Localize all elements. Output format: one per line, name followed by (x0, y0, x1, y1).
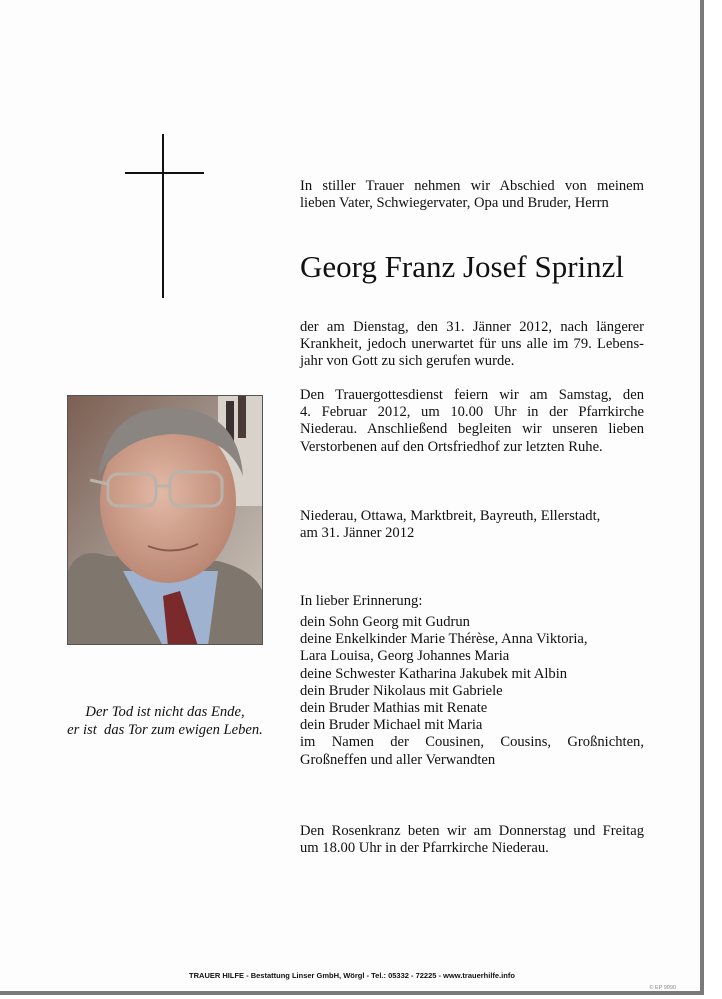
family-line: deine Enkelkinder Marie Thérèse, Anna Viktoria, (300, 631, 588, 648)
family-line: Lara Louisa, Georg Johannes Maria (300, 648, 510, 665)
family-line: Großneffen und aller Verwandten (300, 751, 496, 768)
place-date (300, 508, 620, 542)
quote-line: er ist das Tor zum ewigen Leben. (67, 721, 263, 738)
rosary-line: um 18.00 Uhr in der Pfarrkirche Niederau. (300, 840, 549, 857)
date-line: am 31. Jänner 2012 (300, 525, 415, 542)
footer-imprint: TRAUER HILFE - Bestattung Linser GmbH, Wörgl - Tel.: 05332 - 72225 - www.trauerhilfe.info (189, 971, 515, 980)
memorial-quote (45, 704, 285, 739)
rosary-line: Den Rosenkranz beten wir am Donnerstag und Freitag (300, 823, 644, 839)
rosary-info (300, 823, 644, 857)
service-line: Den Trauergottesdienst feiern wir am Samstag, den (300, 387, 644, 403)
death-notice (300, 319, 644, 371)
death-notice-line: der am Dienstag, den 31. Jänner 2012, nach längerer (300, 319, 644, 335)
memory-heading: In lieber Erinnerung: (300, 593, 423, 609)
family-line: dein Bruder Michael mit Maria (300, 717, 483, 734)
deceased-name: Georg Franz Josef Sprinzl (300, 249, 625, 284)
service-line: 4. Februar 2012, um 10.00 Uhr in der Pfarrkirche (300, 404, 644, 421)
intro-line: In stiller Trauer nehmen wir Abschied von meinem (300, 178, 644, 194)
family-line: dein Bruder Nikolaus mit Gabriele (300, 682, 503, 699)
portrait-photo (67, 395, 263, 645)
service-info (300, 387, 644, 456)
service-line: Niederau. Anschließend begleiten wir unseren lieben (300, 421, 644, 438)
print-code: © EP 9090 (649, 985, 676, 991)
death-notice-line: jahr von Gott zu sich gerufen wurde. (300, 353, 515, 370)
family-list (300, 614, 644, 769)
family-line: deine Schwester Katharina Jakubek mit Albin (300, 665, 568, 682)
intro-text (300, 178, 644, 212)
place-line: Niederau, Ottawa, Marktbreit, Bayreuth, Ellerstadt, (300, 508, 601, 524)
intro-line: lieben Vater, Schwiegervater, Opa und Bruder, Herrn (300, 195, 609, 212)
family-line: dein Sohn Georg mit Gudrun (300, 614, 470, 630)
family-line: im Namen der Cousinen, Cousins, Großnichten, (300, 734, 644, 751)
family-line: dein Bruder Mathias mit Renate (300, 700, 488, 717)
service-line: Verstorbenen auf den Ortsfriedhof zur letzten Ruhe. (300, 438, 603, 455)
death-notice-line: Krankheit, jedoch unerwartet für uns alle im 79. Lebens- (300, 336, 644, 353)
quote-line: Der Tod ist nicht das Ende, (85, 704, 245, 720)
